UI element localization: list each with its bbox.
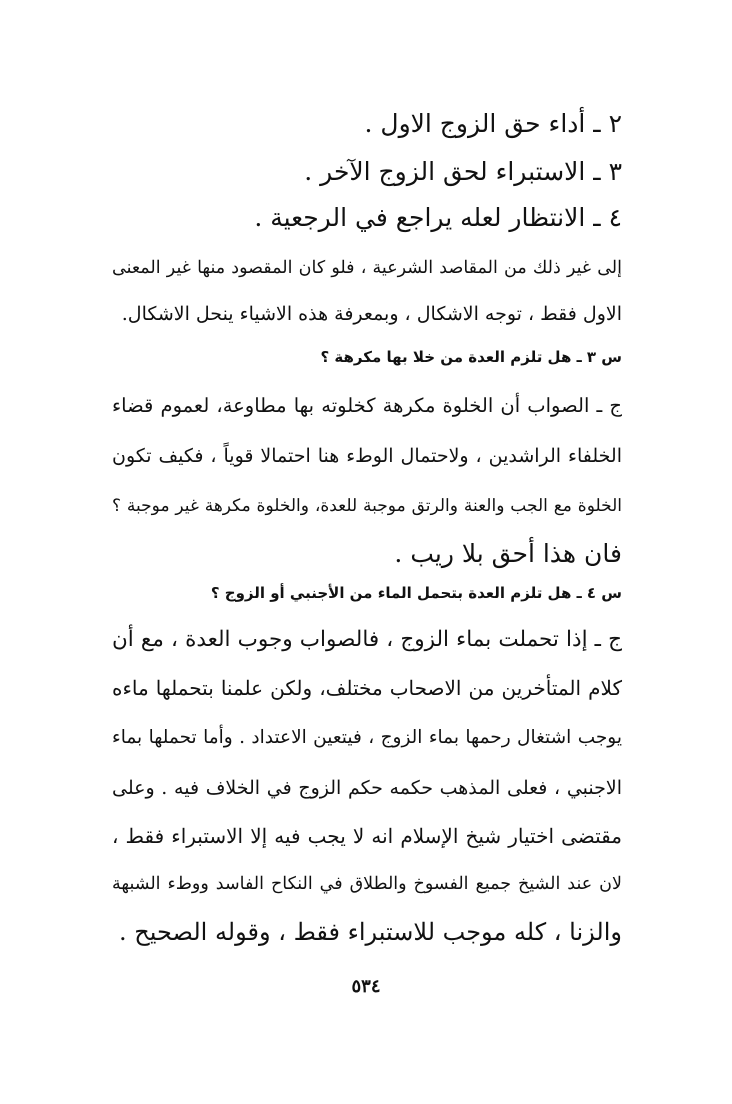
paragraph-line: والزنا ، كله موجب للاستبراء فقط ، وقوله الصحيح .: [119, 918, 622, 946]
paragraph-line: الاجنبي ، فعلى المذهب حكمه حكم الزوج في الخلاف فيه . وعلى: [112, 777, 622, 799]
question-heading: س ٤ ـ هل تلزم العدة بتحمل الماء من الأجنبي أو الزوج ؟: [210, 584, 622, 602]
paragraph-line: ج ـ الصواب أن الخلوة مكرهة كخلوته بها مطاوعة، لعموم قضاء: [112, 394, 622, 417]
paragraph-line: إلى غير ذلك من المقاصد الشرعية ، فلو كان المقصود منها غير المعنى: [112, 258, 622, 278]
paragraph-line: لان عند الشيخ جميع الفسوخ والطلاق في النكاح الفاسد ووطء الشبهة: [112, 874, 622, 894]
page-number: ٥٣٤: [351, 976, 381, 997]
paragraph-line: الخلفاء الراشدين ، ولاحتمال الوطء هنا احتمالا قوياً ، فكيف تكون: [112, 445, 622, 467]
paragraph-line: فان هذا أحق بلا ريب .: [394, 539, 622, 568]
paragraph-line: مقتضى اختيار شيخ الإسلام انه لا يجب فيه إلا الاستبراء فقط ،: [112, 824, 622, 848]
paragraph-line: الاول فقط ، توجه الاشكال ، وبمعرفة هذه الاشياء ينحل الاشكال.: [121, 303, 622, 325]
paragraph-line: ج ـ إذا تحملت بماء الزوج ، فالصواب وجوب العدة ، مع أن: [112, 627, 622, 652]
list-item: ٣ ـ الاستبراء لحق الزوج الآخر .: [304, 157, 622, 186]
question-heading: س ٣ ـ هل تلزم العدة من خلا بها مكرهة ؟: [320, 348, 622, 366]
list-item: ٤ ـ الانتظار لعله يراجع في الرجعية .: [254, 203, 622, 232]
paragraph-line: كلام المتأخرين من الاصحاب مختلف، ولكن علمنا بتحملها ماءه: [112, 676, 622, 700]
paragraph-line: يوجب اشتغال رحمها بماء الزوج ، فيتعين الاعتداد . وأما تحملها بماء: [112, 727, 622, 748]
paragraph-line: الخلوة مع الجب والعنة والرتق موجبة للعدة، والخلوة مكرهة غير موجبة ؟: [112, 496, 622, 516]
list-item: ٢ ـ أداء حق الزوج الاول .: [364, 109, 622, 138]
